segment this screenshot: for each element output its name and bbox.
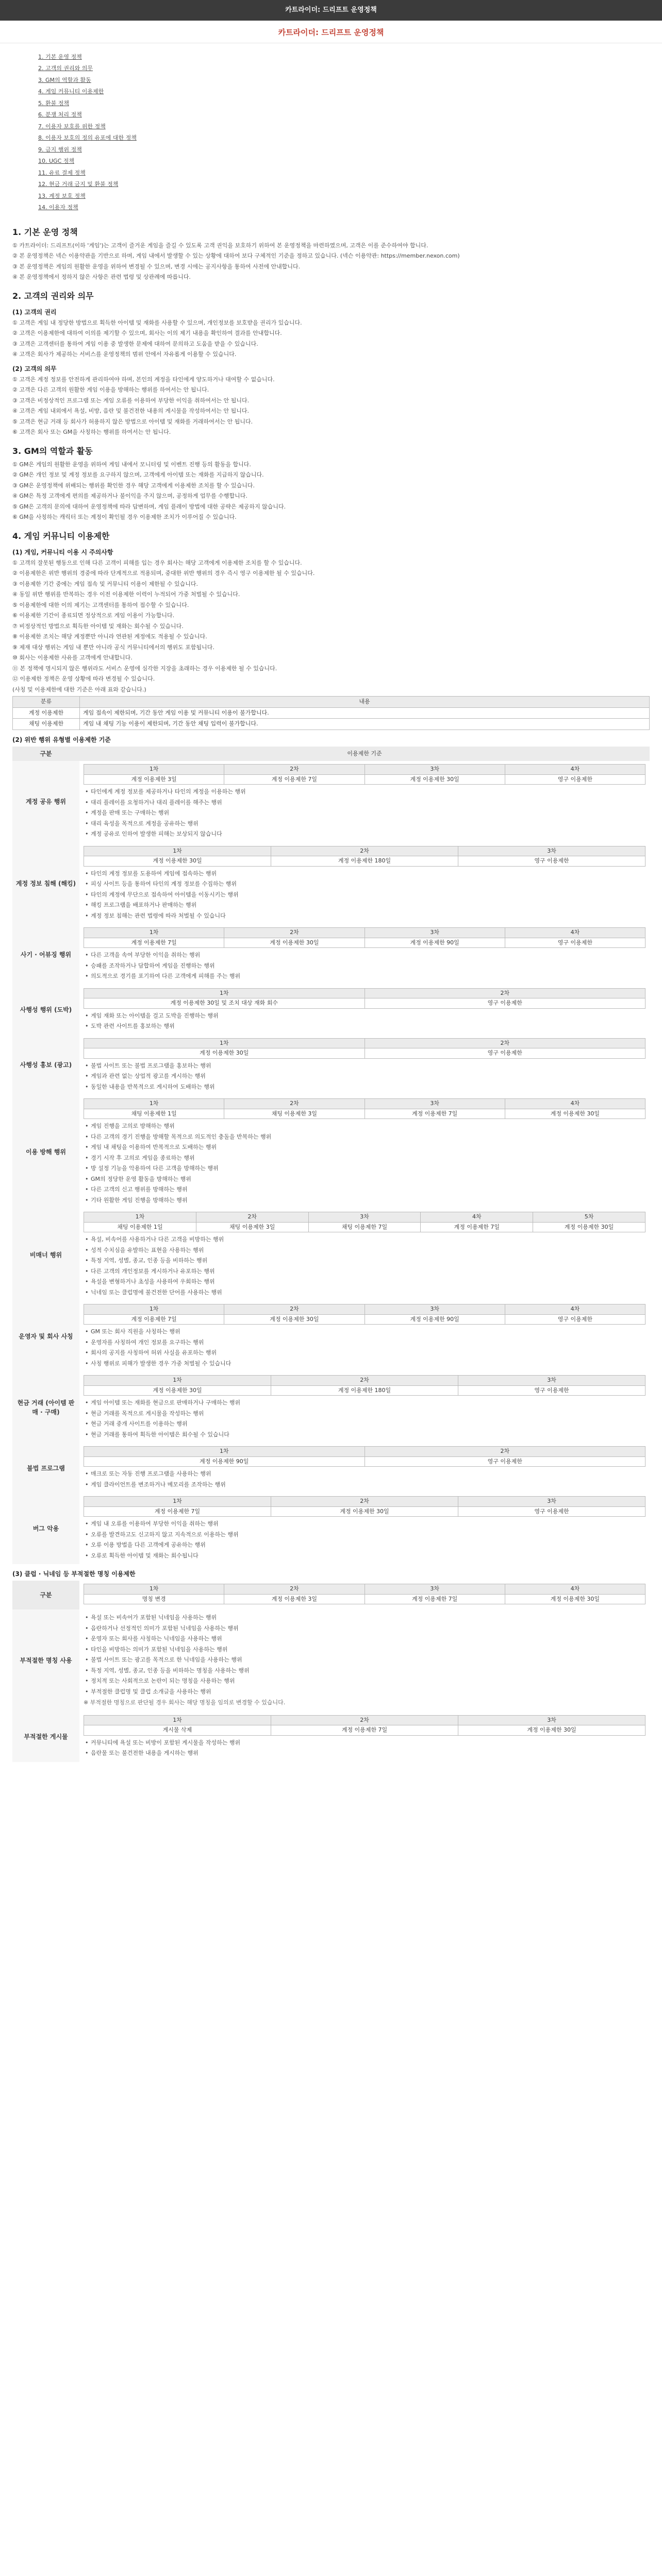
- violation-item: • 타인을 비방하는 의미가 포함된 닉네임을 사용하는 행위: [84, 1645, 646, 1655]
- section-2-sub-1: (1) 고객의 권리: [12, 308, 57, 316]
- penalty-steps: [84, 1446, 646, 1467]
- step-label: 1차: [84, 1447, 365, 1457]
- section-3-heading: 3. GM의 역할과 활동: [12, 446, 93, 456]
- penalty-steps: [84, 764, 646, 785]
- penalty-header: [79, 1581, 650, 1609]
- policy-detail: [79, 1443, 650, 1493]
- penalty-label: 계정 이용제한 30일: [224, 938, 365, 948]
- penalty-label: 계정 이용제한 30일: [84, 1048, 365, 1059]
- section-2-body-1: [12, 319, 650, 359]
- penalty-steps: [84, 1375, 646, 1396]
- policy-detail: [79, 843, 650, 925]
- table-cell: 계정 이용제한: [13, 707, 80, 719]
- violation-list: [84, 1121, 646, 1206]
- penalty-label: 계정 이용제한 7일: [224, 775, 365, 785]
- penalty-label: 영구 이용제한: [458, 1507, 646, 1517]
- paragraph: ⑤ GM은 고객의 문의에 대하여 운영정책에 따라 답변하며, 게임 플레이 방법에 대한 공략은 제공하지 않습니다.: [12, 503, 286, 510]
- penalty-label: 계정 이용제한 3일: [84, 775, 224, 785]
- violation-item: • 게임 재화 또는 아이템을 걸고 도박을 진행하는 행위: [84, 1011, 646, 1022]
- penalty-label: 계정 이용제한 30일: [84, 1386, 271, 1396]
- violation-list: [84, 869, 646, 922]
- policy-row: [12, 761, 650, 843]
- violation-list: [84, 1613, 646, 1697]
- document-body: [0, 43, 662, 1762]
- step-label: 2차: [224, 1099, 365, 1109]
- section-4-sub-1: (1) 게임, 커뮤니티 이용 시 주의사항: [12, 548, 113, 556]
- step-label: 3차: [365, 765, 505, 775]
- penalty-label: 계정 이용제한 90일: [365, 1315, 505, 1325]
- policy-note: ※ 부적절한 명칭으로 판단될 경우 회사는 해당 명칭을 임의로 변경할 수 있습니다.: [84, 1699, 286, 1706]
- violation-item: • 타인의 계정 정보를 도용하여 게임에 접속하는 행위: [84, 869, 646, 879]
- paragraph: ② 고객은 이용제한에 대하여 이의를 제기할 수 있으며, 회사는 이의 제기 내용을 확인하여 결과를 안내합니다.: [12, 330, 282, 336]
- step-label: 3차: [458, 1497, 646, 1507]
- paragraph: ⑤ 이용제한에 대한 이의 제기는 고객센터를 통하여 접수할 수 있습니다.: [12, 601, 189, 608]
- step-label: 3차: [365, 1099, 505, 1109]
- violation-item: • 회사의 공지를 사칭하여 허위 사실을 유포하는 행위: [84, 1348, 646, 1359]
- violation-list: [84, 1011, 646, 1032]
- step-label: 2차: [224, 1304, 365, 1315]
- violation-category: 현금 거래 (아이템 판매 · 구매): [12, 1372, 79, 1443]
- violation-item: • 운영자 또는 회사를 사칭하는 닉네임을 사용하는 행위: [84, 1634, 646, 1645]
- penalty-label: 계정 이용제한 7일: [421, 1223, 533, 1233]
- violation-item: • 경기 시작 후 고의로 게임을 종료하는 행위: [84, 1153, 646, 1164]
- penalty-label: 계정 이용제한 90일: [365, 938, 505, 948]
- step-label: 2차: [224, 1584, 365, 1595]
- violation-item: • 현금 거래를 목적으로 게시물을 작성하는 행위: [84, 1409, 646, 1419]
- penalty-label: 계정 이용제한 30일: [224, 1315, 365, 1325]
- violation-category: 운영자 및 회사 사칭: [12, 1301, 79, 1372]
- column-header: 분류: [13, 697, 80, 708]
- toc-link[interactable]: 5. 환불 정책: [38, 99, 69, 107]
- penalty-label: 계정 이용제한 7일: [271, 1725, 458, 1736]
- violation-item: • 다른 고객의 경기 진행을 방해할 목적으로 의도적인 충돌을 반복하는 행위: [84, 1132, 646, 1143]
- violation-item: • 게임 아이템 또는 재화를 현금으로 판매하거나 구매하는 행위: [84, 1398, 646, 1409]
- column-header: 구분: [12, 1581, 79, 1609]
- penalty-label: 영구 이용제한: [458, 856, 646, 867]
- penalty-steps: [84, 1584, 646, 1604]
- paragraph: ② 이용제한은 위반 행위의 경중에 따라 단계적으로 적용되며, 중대한 위반 행위의 경우 즉시 영구 이용제한 될 수 있습니다.: [12, 570, 315, 577]
- violation-item: • 계정 정보 침해는 관련 법령에 따라 처벌될 수 있습니다: [84, 911, 646, 922]
- policy-detail: [79, 1609, 650, 1712]
- paragraph: ② 본 운영정책은 넥슨 이용약관을 기반으로 하며, 게임 내에서 발생할 수 있는 상황에 대하여 보다 구체적인 기준을 정하고 있습니다. (넥슨 이용약관: https://member.nexon.com): [12, 252, 460, 259]
- violation-list: [84, 1327, 646, 1369]
- step-label: 3차: [365, 1584, 505, 1595]
- penalty-label: 계정 이용제한 30일: [505, 1109, 646, 1120]
- violation-item: • 욕설 또는 비속어가 포함된 닉네임을 사용하는 행위: [84, 1613, 646, 1623]
- toc-link[interactable]: 4. 게임 커뮤니티 이용제한: [38, 88, 104, 95]
- paragraph: ⑪ 본 정책에 명시되지 않은 행위라도 서비스 운영에 심각한 지장을 초래하는 경우 이용제한 될 수 있습니다.: [12, 665, 277, 672]
- violation-item: • 욕설을 변형하거나 초성을 사용하여 우회하는 행위: [84, 1277, 646, 1287]
- penalty-label: 영구 이용제한: [458, 1386, 646, 1396]
- step-label: 1차: [84, 928, 224, 938]
- penalty-label: 계정 이용제한 30일: [505, 1595, 646, 1605]
- paragraph: ⑩ 회사는 이용제한 사유를 고객에게 안내합니다.: [12, 654, 133, 661]
- step-label: 3차: [365, 928, 505, 938]
- document-title: 카트라이더: 드리프트 운영정책: [0, 21, 662, 43]
- toc-link[interactable]: 9. 금지 행위 정책: [38, 146, 82, 153]
- step-label: 4차: [421, 1212, 533, 1223]
- violation-item: • 게임 내 오류를 이용하여 부당한 이익을 취하는 행위: [84, 1519, 646, 1530]
- violation-item: • 정치적 또는 사회적으로 논란이 되는 명칭을 사용하는 행위: [84, 1676, 646, 1687]
- table-cell: 채팅 이용제한: [13, 719, 80, 730]
- penalty-label: 게시물 삭제: [84, 1725, 271, 1736]
- penalty-label: 계정 이용제한 180일: [271, 856, 458, 867]
- penalty-label: 계정 이용제한 7일: [365, 1109, 505, 1120]
- violation-category: 계정 공유 행위: [12, 761, 79, 843]
- violation-item: • 다른 고객의 신고 행위를 방해하는 행위: [84, 1184, 646, 1195]
- violation-item: • 게임 진행을 고의로 방해하는 행위: [84, 1121, 646, 1132]
- policy-row: [12, 1493, 650, 1564]
- step-label: 2차: [365, 989, 646, 999]
- toc-link[interactable]: 10. UGC 정책: [38, 158, 74, 164]
- policy-row: [12, 1443, 650, 1493]
- penalty-steps: [84, 927, 646, 948]
- step-label: 1차: [84, 1584, 224, 1595]
- violation-item: • 계정을 판매 또는 구매하는 행위: [84, 808, 646, 819]
- policy-detail: [79, 761, 650, 843]
- step-label: 1차: [84, 1497, 271, 1507]
- violation-item: • 동일한 내용을 반복적으로 게시하여 도배하는 행위: [84, 1082, 646, 1093]
- violation-list: [84, 1519, 646, 1561]
- penalty-steps: [84, 1098, 646, 1119]
- penalty-label: 채팅 이용제한 1일: [84, 1223, 196, 1233]
- step-label: 2차: [271, 846, 458, 857]
- violation-item: • 기타 원활한 게임 진행을 방해하는 행위: [84, 1195, 646, 1206]
- section-2-sub-2: (2) 고객의 의무: [12, 365, 57, 372]
- restriction-type-table: [12, 696, 650, 730]
- toc-link[interactable]: 11. 유료 결제 정책: [38, 169, 86, 176]
- violation-list: [84, 950, 646, 982]
- violation-item: • 불법 사이트 또는 불법 프로그램을 홍보하는 행위: [84, 1061, 646, 1072]
- policy-row: [12, 1035, 650, 1096]
- step-label: 4차: [505, 1584, 646, 1595]
- violation-item: • 방 설정 기능을 악용하여 다른 고객을 방해하는 행위: [84, 1163, 646, 1174]
- penalty-label: 영구 이용제한: [365, 1457, 646, 1467]
- penalty-label: 계정 이용제한 3일: [224, 1595, 365, 1605]
- violation-item: • 피싱 사이트 등을 통하여 타인의 계정 정보를 수집하는 행위: [84, 879, 646, 890]
- penalty-label: 영구 이용제한: [505, 775, 646, 785]
- penalty-label: 계정 이용제한 7일: [84, 1507, 271, 1517]
- paragraph: ① GM은 게임의 원활한 운영을 위하여 게임 내에서 모니터링 및 이벤트 진행 등의 활동을 합니다.: [12, 461, 251, 468]
- violation-item: • 특정 지역, 성별, 종교, 인종 등을 비하하는 명칭을 사용하는 행위: [84, 1666, 646, 1676]
- toc-link[interactable]: 1. 기본 운영 정책: [38, 53, 82, 60]
- step-label: 3차: [309, 1212, 421, 1223]
- violation-item: • 오류 이용 방법을 다른 고객에게 공유하는 행위: [84, 1540, 646, 1551]
- penalty-label: 채팅 이용제한 3일: [224, 1109, 365, 1120]
- violation-item: • 타인에게 계정 정보를 제공하거나 타인의 계정을 이용하는 행위: [84, 787, 646, 798]
- step-label: 2차: [271, 1376, 458, 1386]
- violation-item: • 성적 수치심을 유발하는 표현을 사용하는 행위: [84, 1245, 646, 1256]
- table-header-row: [12, 747, 650, 761]
- penalty-label: 계정 이용제한 7일: [365, 1595, 505, 1605]
- violation-list: [84, 787, 646, 840]
- step-label: 2차: [224, 765, 365, 775]
- table-cell: 게임 내 채팅 기능 이용이 제한되며, 기간 동안 채팅 입력이 불가합니다.: [80, 719, 650, 730]
- penalty-steps: [84, 846, 646, 867]
- penalty-steps: [84, 1212, 646, 1232]
- step-label: 4차: [505, 1099, 646, 1109]
- violation-category: 부적절한 명칭 사용: [12, 1609, 79, 1712]
- penalty-steps: [84, 1496, 646, 1517]
- penalty-label: 채팅 이용제한 3일: [196, 1223, 309, 1233]
- small-table-note: (사칭 및 이용제한에 대한 기준은 아래 표와 같습니다.): [12, 686, 146, 693]
- paragraph: ④ 고객은 회사가 제공하는 서비스를 운영정책의 범위 안에서 자유롭게 이용할 수 있습니다.: [12, 351, 237, 358]
- violation-item: • 다른 고객을 속여 부당한 이익을 취하는 행위: [84, 950, 646, 961]
- penalty-label: 영구 이용제한: [365, 998, 646, 1009]
- policy-row: [12, 843, 650, 925]
- violation-category: 사행성 행위 (도박): [12, 985, 79, 1035]
- step-label: 4차: [505, 928, 646, 938]
- paragraph: ⑦ 비정상적인 방법으로 획득한 아이템 및 재화는 회수될 수 있습니다.: [12, 622, 184, 630]
- violation-item: • 대리 육성을 목적으로 계정을 공유하는 행위: [84, 819, 646, 829]
- violation-list: [84, 1469, 646, 1490]
- violation-category: 이용 방해 행위: [12, 1095, 79, 1209]
- violation-item: • 타인의 계정에 무단으로 접속하여 아이템을 이동시키는 행위: [84, 890, 646, 901]
- violation-category: 부적절한 게시물: [12, 1712, 79, 1762]
- penalty-label: 계정 이용제한 90일: [84, 1457, 365, 1467]
- paragraph: ⑨ 제재 대상 행위는 게임 내 뿐만 아니라 공식 커뮤니티에서의 행위도 포함됩니다.: [12, 643, 214, 651]
- paragraph: ⑥ GM을 사칭하는 캐릭터 또는 계정이 확인될 경우 이용제한 조치가 이루어질 수 있습니다.: [12, 514, 237, 520]
- penalty-label: 계정 이용제한 30일: [365, 775, 505, 785]
- violation-list: [84, 1061, 646, 1093]
- step-label: 4차: [505, 765, 646, 775]
- step-label: 1차: [84, 765, 224, 775]
- violation-item: • 현금 거래를 통하여 획득한 아이템은 회수될 수 있습니다: [84, 1430, 646, 1440]
- step-label: 1차: [84, 1376, 271, 1386]
- table-row: [13, 719, 650, 730]
- violation-item: • 다른 고객의 개인정보를 게시하거나 유포하는 행위: [84, 1266, 646, 1277]
- toc-link[interactable]: 14. 이용자 정책: [38, 204, 78, 211]
- section-2-heading: 2. 고객의 권리와 의무: [12, 291, 94, 301]
- violation-item: • 욕설, 비속어를 사용하거나 다른 고객을 비방하는 행위: [84, 1234, 646, 1245]
- violation-item: • 오류로 획득한 아이템 및 재화는 회수됩니다: [84, 1551, 646, 1562]
- table-cell: 게임 접속이 제한되며, 기간 동안 게임 이용 및 커뮤니티 이용이 불가합니다.: [80, 707, 650, 719]
- policy-row: [12, 1609, 650, 1712]
- toc-link[interactable]: 3. GM의 역할과 활동: [38, 76, 91, 83]
- section-1-body: [12, 242, 650, 282]
- paragraph: ⑥ 이용제한 기간이 종료되면 정상적으로 게임 이용이 가능합니다.: [12, 612, 175, 619]
- violation-item: • 오류를 발견하고도 신고하지 않고 지속적으로 이용하는 행위: [84, 1530, 646, 1540]
- penalty-label: 계정 이용제한 30일: [533, 1223, 646, 1233]
- policy-detail: [79, 1035, 650, 1096]
- violation-item: • 부적절한 클럽명 및 클럽 소개글을 사용하는 행위: [84, 1687, 646, 1698]
- column-header: 이용제한 기준: [79, 747, 650, 761]
- violation-list: [84, 1398, 646, 1440]
- violation-item: • 특정 지역, 성별, 종교, 인종 등을 비하하는 행위: [84, 1256, 646, 1266]
- violation-category: 계정 정보 침해 (해킹): [12, 843, 79, 925]
- violation-item: • 해킹 프로그램을 배포하거나 판매하는 행위: [84, 900, 646, 911]
- step-label: 2차: [271, 1497, 458, 1507]
- violation-item: • 매크로 또는 자동 진행 프로그램을 사용하는 행위: [84, 1469, 646, 1480]
- policy-table-heading: (2) 위반 행위 유형별 이용제한 기준: [12, 736, 111, 743]
- paragraph: ⑥ 고객은 회사 또는 GM을 사칭하는 행위를 하여서는 안 됩니다.: [12, 429, 171, 435]
- violation-item: • 운영자를 사칭하여 개인 정보를 요구하는 행위: [84, 1337, 646, 1348]
- policy-detail: [79, 924, 650, 985]
- policy-row: [12, 1095, 650, 1209]
- violation-item: • 사칭 행위로 피해가 발생한 경우 가중 처벌될 수 있습니다: [84, 1359, 646, 1369]
- violation-item: • GM의 정당한 운영 활동을 방해하는 행위: [84, 1174, 646, 1185]
- policy-detail: [79, 985, 650, 1035]
- paragraph: ① 고객은 계정 정보를 안전하게 관리하여야 하며, 본인의 계정을 타인에게 양도하거나 대여할 수 없습니다.: [12, 376, 275, 383]
- step-label: 3차: [458, 1716, 646, 1726]
- penalty-steps: [84, 1038, 646, 1059]
- paragraph: ① 고객은 게임 내 정당한 방법으로 획득한 아이템 및 재화를 사용할 수 있으며, 개인정보를 보호받을 권리가 있습니다.: [12, 319, 302, 326]
- violation-item: • 음란물 또는 불건전한 내용을 게시하는 행위: [84, 1748, 646, 1759]
- paragraph: ④ 고객은 게임 내외에서 욕설, 비방, 음란 및 불건전한 내용의 게시물을 작성하여서는 안 됩니다.: [12, 408, 249, 414]
- paragraph: ③ 본 운영정책은 게임의 원활한 운영을 위하여 변경될 수 있으며, 변경 시에는 공지사항을 통하여 사전에 안내합니다.: [12, 263, 301, 270]
- section-2-body-2: [12, 376, 650, 437]
- policy-row: [12, 1372, 650, 1443]
- penalty-label: 계정 이용제한 180일: [271, 1386, 458, 1396]
- paragraph: ④ 동일 위반 행위를 반복하는 경우 이전 이용제한 이력이 누적되어 가중 처벌될 수 있습니다.: [12, 591, 240, 598]
- violation-item: • 게임 클라이언트를 변조하거나 메모리를 조작하는 행위: [84, 1480, 646, 1490]
- table-of-contents: [12, 43, 650, 218]
- toc-link[interactable]: 6. 분쟁 처리 정책: [38, 111, 82, 118]
- policy-row: [12, 985, 650, 1035]
- paragraph: ④ GM은 특정 고객에게 편의를 제공하거나 불이익을 주지 않으며, 공정하게 업무를 수행합니다.: [12, 493, 247, 499]
- violation-category: 비매너 행위: [12, 1209, 79, 1301]
- step-label: 2차: [365, 1447, 646, 1457]
- step-label: 3차: [365, 1304, 505, 1315]
- policy-detail: [79, 1372, 650, 1443]
- table-header-row: [12, 1581, 650, 1609]
- section-4b-heading: (3) 클럽 · 닉네임 등 부적절한 명칭 이용제한: [12, 1570, 136, 1578]
- paragraph: ③ 고객은 고객센터를 통하여 게임 이용 중 발생한 문제에 대하여 문의하고 도움을 받을 수 있습니다.: [12, 340, 258, 347]
- violation-category: 버그 악용: [12, 1493, 79, 1564]
- paragraph: ① 고객의 잘못된 행동으로 인해 다른 고객이 피해를 입는 경우 회사는 해당 고객에게 이용제한 조치를 할 수 있습니다.: [12, 559, 302, 566]
- step-label: 1차: [84, 1716, 271, 1726]
- app-header: [0, 0, 662, 21]
- table-header-row: [13, 697, 650, 708]
- policy-row: [12, 1209, 650, 1301]
- penalty-steps: [84, 1715, 646, 1736]
- policy-detail: [79, 1209, 650, 1301]
- step-label: 4차: [505, 1304, 646, 1315]
- violation-item: • 게임과 관련 없는 상업적 광고를 게시하는 행위: [84, 1071, 646, 1082]
- toc-link[interactable]: 12. 현금 거래 금지 및 환불 정책: [38, 181, 119, 188]
- penalty-label: 영구 이용제한: [505, 938, 646, 948]
- column-header: 구분: [12, 747, 79, 761]
- toc-link[interactable]: 13. 계정 보호 정책: [38, 192, 86, 199]
- penalty-label: 채팅 이용제한 1일: [84, 1109, 224, 1120]
- step-label: 3차: [458, 846, 646, 857]
- penalty-label: 명칭 변경: [84, 1595, 224, 1605]
- penalty-steps: [84, 1304, 646, 1325]
- policy-detail: [79, 1301, 650, 1372]
- paragraph: ⑧ 이용제한 조치는 해당 계정뿐만 아니라 연관된 계정에도 적용될 수 있습니다.: [12, 633, 207, 640]
- violation-item: • 불법 사이트 또는 광고를 목적으로 한 닉네임을 사용하는 행위: [84, 1655, 646, 1666]
- table-row: [13, 707, 650, 719]
- section-3-body: [12, 461, 650, 522]
- penalty-policy-table: [12, 747, 650, 1565]
- header-title: 카트라이더: 드리프트 운영정책: [285, 6, 377, 14]
- step-label: 1차: [84, 1039, 365, 1049]
- penalty-label: 계정 이용제한 30일 및 조치 대상 재화 회수: [84, 998, 365, 1009]
- violation-item: • 음란하거나 선정적인 의미가 포함된 닉네임을 사용하는 행위: [84, 1623, 646, 1634]
- violation-list: [84, 1234, 646, 1298]
- toc-link[interactable]: 7. 이용자 보호를 위한 정책: [38, 123, 106, 130]
- paragraph: ⑫ 이용제한 정책은 운영 상황에 따라 변경될 수 있습니다.: [12, 675, 155, 682]
- penalty-label: 계정 이용제한 7일: [84, 938, 224, 948]
- section-4-heading: 4. 게임 커뮤니티 이용제한: [12, 531, 110, 541]
- violation-item: • GM 또는 회사 직원을 사칭하는 행위: [84, 1327, 646, 1337]
- step-label: 1차: [84, 1099, 224, 1109]
- step-label: 5차: [533, 1212, 646, 1223]
- penalty-label: 계정 이용제한 30일: [458, 1725, 646, 1736]
- policy-row: [12, 1712, 650, 1762]
- penalty-label: 계정 이용제한 30일: [84, 856, 271, 867]
- penalty-label: 계정 이용제한 30일: [271, 1507, 458, 1517]
- penalty-label: 계정 이용제한 7일: [84, 1315, 224, 1325]
- violation-item: • 현금 거래 중개 사이트를 이용하는 행위: [84, 1419, 646, 1430]
- violation-item: • 승패를 조작하거나 담합하여 게임을 진행하는 행위: [84, 961, 646, 972]
- penalty-label: 영구 이용제한: [505, 1315, 646, 1325]
- violation-item: • 대리 플레이를 요청하거나 대리 플레이를 해주는 행위: [84, 798, 646, 808]
- step-label: 2차: [365, 1039, 646, 1049]
- policy-row: [12, 1301, 650, 1372]
- violation-item: • 커뮤니티에 욕설 또는 비방이 포함된 게시물을 작성하는 행위: [84, 1738, 646, 1749]
- violation-item: • 도박 관련 사이트를 홍보하는 행위: [84, 1021, 646, 1032]
- step-label: 1차: [84, 989, 365, 999]
- toc-link[interactable]: 8. 이용자 보호의 정의 유포에 대한 정책: [38, 134, 137, 141]
- violation-category: 사기 · 어뷰징 행위: [12, 924, 79, 985]
- violation-item: • 의도적으로 경기를 포기하여 다른 고객에게 피해를 주는 행위: [84, 971, 646, 982]
- violation-item: • 게임 내 채팅을 이용하여 반복적으로 도배하는 행위: [84, 1142, 646, 1153]
- toc-link[interactable]: 2. 고객의 권리와 의무: [38, 65, 93, 72]
- paragraph: ③ GM은 운영정책에 위배되는 행위를 확인한 경우 해당 고객에게 이용제한 조치를 할 수 있습니다.: [12, 482, 255, 489]
- violation-list: [84, 1738, 646, 1759]
- paragraph: ① 카트라이더: 드리프트(이하 '게임')는 고객이 즐거운 게임을 즐길 수 있도록 고객 권익을 보호하기 위하여 본 운영정책을 마련하였으며, 고객은 이를 준수하여야 합니다.: [12, 242, 428, 249]
- step-label: 2차: [224, 928, 365, 938]
- paragraph: ④ 본 운영정책에서 정하지 않은 사항은 관련 법령 및 상관례에 따릅니다.: [12, 274, 191, 280]
- violation-item: • 닉네임 또는 클럽명에 불건전한 단어를 사용하는 행위: [84, 1287, 646, 1298]
- step-label: 1차: [84, 1212, 196, 1223]
- section-1-heading: 1. 기본 운영 정책: [12, 227, 78, 237]
- paragraph: ② 고객은 다른 고객의 원활한 게임 이용을 방해하는 행위를 하여서는 안 됩니다.: [12, 386, 209, 393]
- step-label: 1차: [84, 846, 271, 857]
- step-label: 3차: [458, 1376, 646, 1386]
- policy-row: [12, 924, 650, 985]
- violation-item: • 계정 공유로 인하여 발생한 피해는 보상되지 않습니다: [84, 829, 646, 840]
- policy-detail: [79, 1493, 650, 1564]
- policy-detail: [79, 1712, 650, 1762]
- policy-detail: [79, 1095, 650, 1209]
- violation-category: 사행성 홍보 (광고): [12, 1035, 79, 1096]
- penalty-steps: [84, 988, 646, 1009]
- section-4-body: [12, 559, 650, 684]
- violation-category: 불법 프로그램: [12, 1443, 79, 1493]
- name-penalty-table: [12, 1581, 650, 1762]
- paragraph: ② GM은 개인 정보 및 계정 정보를 요구하지 않으며, 고객에게 아이템 또는 재화를 지급하지 않습니다.: [12, 471, 264, 478]
- step-label: 1차: [84, 1304, 224, 1315]
- step-label: 2차: [196, 1212, 309, 1223]
- paragraph: ③ 이용제한 기간 중에는 게임 접속 및 커뮤니티 이용이 제한될 수 있습니다.: [12, 580, 198, 587]
- paragraph: ⑤ 고객은 현금 거래 등 회사가 허용하지 않은 방법으로 아이템 및 재화를 거래하여서는 안 됩니다.: [12, 418, 253, 425]
- step-label: 2차: [271, 1716, 458, 1726]
- paragraph: ③ 고객은 비정상적인 프로그램 또는 게임 오류를 이용하여 부당한 이익을 취하여서는 안 됩니다.: [12, 397, 250, 404]
- penalty-label: 채팅 이용제한 7일: [309, 1223, 421, 1233]
- penalty-label: 영구 이용제한: [365, 1048, 646, 1059]
- column-header: 내용: [80, 697, 650, 708]
